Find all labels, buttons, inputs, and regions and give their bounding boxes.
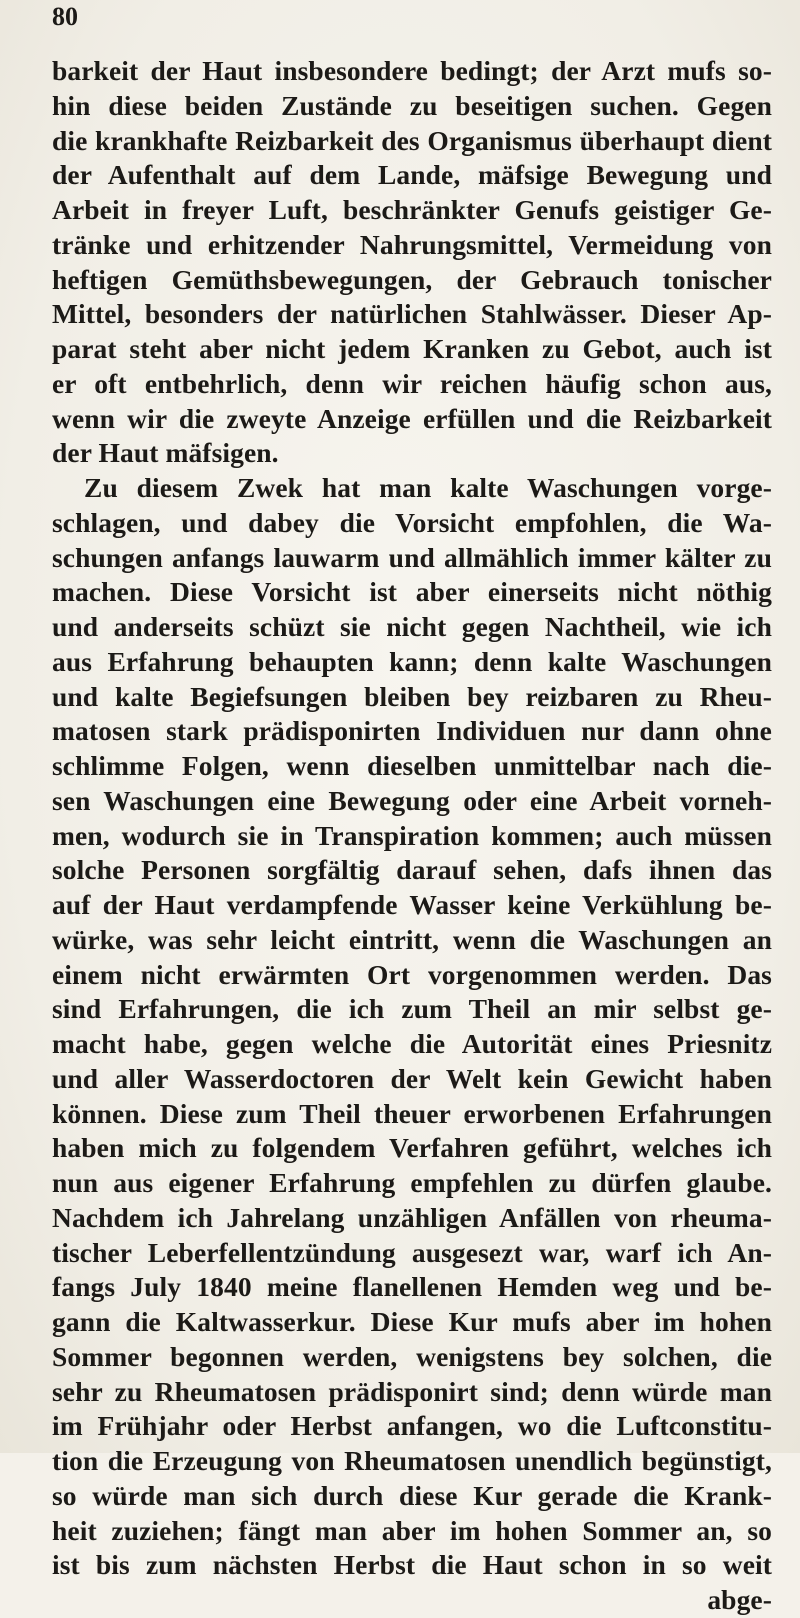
paragraph-start-line: Zu diesem Zwek hat man kalte Waschungen vorge-: [84, 472, 772, 503]
text-line: wenn wir die zweyte Anzeige erfüllen und die Reizbarkeit: [52, 402, 772, 434]
text-line: er oft entbehrlich, denn wir reichen häufig schon aus,: [52, 367, 772, 399]
text-line: schungen anfangs lauwarm und allmählich immer kälter zu: [52, 541, 772, 573]
text-line: Nachdem ich Jahrelang unzähligen Anfällen von rheuma-: [52, 1201, 772, 1233]
text-line: ist bis zum nächsten Herbst die Haut schon in so weit: [52, 1549, 772, 1581]
text-line: Mittel, besonders der natürlichen Stahlwässer. Dieser Ap-: [52, 298, 772, 330]
text-line: Arbeit in freyer Luft, beschränkter Genufs geistiger Ge-: [52, 194, 772, 225]
text-line: auf der Haut verdampfende Wasser keine Verkühlung be-: [52, 889, 772, 920]
text-line: macht habe, gegen welche die Autorität eines Priesnitz: [52, 1028, 772, 1059]
text-line: einem nicht erwärmten Ort vorgenommen werden. Das: [52, 958, 772, 990]
text-line: tischer Leberfellentzündung ausgesezt war, warf ich An-: [52, 1236, 772, 1268]
text-line: schlagen, und dabey die Vorsicht empfohlen, die Wa-: [52, 506, 772, 538]
text-line: würke, was sehr leicht eintritt, wenn die Waschungen an: [52, 923, 772, 955]
text-line: sehr zu Rheumatosen prädisponirt sind; denn würde man: [52, 1375, 772, 1407]
catchword: abge-: [707, 1584, 772, 1615]
text-line: sen Waschungen eine Bewegung oder eine Arbeit vorneh-: [52, 784, 772, 816]
text-line: haben mich zu folgendem Verfahren geführt, welches ich: [52, 1132, 772, 1164]
text-line: können. Diese zum Theil theuer erworbenen Erfahrungen: [52, 1097, 772, 1129]
text-line: machen. Diese Vorsicht ist aber einerseits nicht nöthig: [52, 576, 772, 608]
text-line: der Aufenthalt auf dem Lande, mäfsige Bewegung und: [52, 159, 772, 191]
text-line: schlimme Folgen, wenn dieselben unmittelbar nach die-: [52, 750, 772, 781]
text-line: heftigen Gemüthsbewegungen, der Gebrauch tonischer: [52, 263, 772, 295]
text-line: fangs July 1840 meine flanellenen Hemden weg und be-: [52, 1271, 772, 1303]
text-line: parat steht aber nicht jedem Kranken zu Gebot, auch ist: [52, 333, 772, 364]
text-line: der Haut mäfsigen.: [52, 437, 279, 469]
text-line: solche Personen sorgfältig darauf sehen, dafs ihnen das: [52, 854, 772, 886]
text-line: Sommer begonnen werden, wenigstens bey solchen, die: [52, 1340, 772, 1372]
text-line: und anderseits schüzt sie nicht gegen Nachtheil, wie ich: [52, 611, 772, 642]
text-line: heit zuziehen; fängt man aber im hohen Sommer an, so: [52, 1514, 772, 1546]
text-line: aus Erfahrung behaupten kann; denn kalte Waschungen: [52, 645, 772, 677]
text-line: so würde man sich durch diese Kur gerade die Krank-: [52, 1479, 772, 1511]
text-line: und kalte Begiefsungen bleiben bey reizbaren zu Rheu-: [52, 680, 772, 712]
text-line: men, wodurch sie in Transpiration kommen; auch müssen: [52, 819, 772, 851]
body-text: [52, 54, 772, 1618]
text-line: matosen stark prädisponirten Individuen nur dann ohne: [52, 715, 772, 747]
text-line: sind Erfahrungen, die ich zum Theil an mir selbst ge-: [52, 993, 772, 1025]
text-line: tränke und erhitzender Nahrungsmittel, Vermeidung von: [52, 228, 772, 260]
text-line: nun aus eigener Erfahrung empfehlen zu dürfen glaube.: [52, 1167, 772, 1198]
text-line: barkeit der Haut insbesondere bedingt; der Arzt mufs so-: [52, 55, 772, 86]
text-line: im Frühjahr oder Herbst anfangen, wo die Luftconstitu-: [52, 1410, 772, 1442]
text-line: hin diese beiden Zustände zu beseitigen suchen. Gegen: [52, 89, 772, 121]
text-line: und aller Wasserdoctoren der Welt kein Gewicht haben: [52, 1062, 772, 1094]
page-number: 80: [52, 2, 78, 31]
text-line: tion die Erzeugung von Rheumatosen unendlich begünstigt,: [52, 1445, 772, 1476]
text-line: gann die Kaltwasserkur. Diese Kur mufs aber im hohen: [52, 1306, 772, 1337]
text-line: die krankhafte Reizbarkeit des Organismus überhaupt dient: [52, 124, 772, 156]
